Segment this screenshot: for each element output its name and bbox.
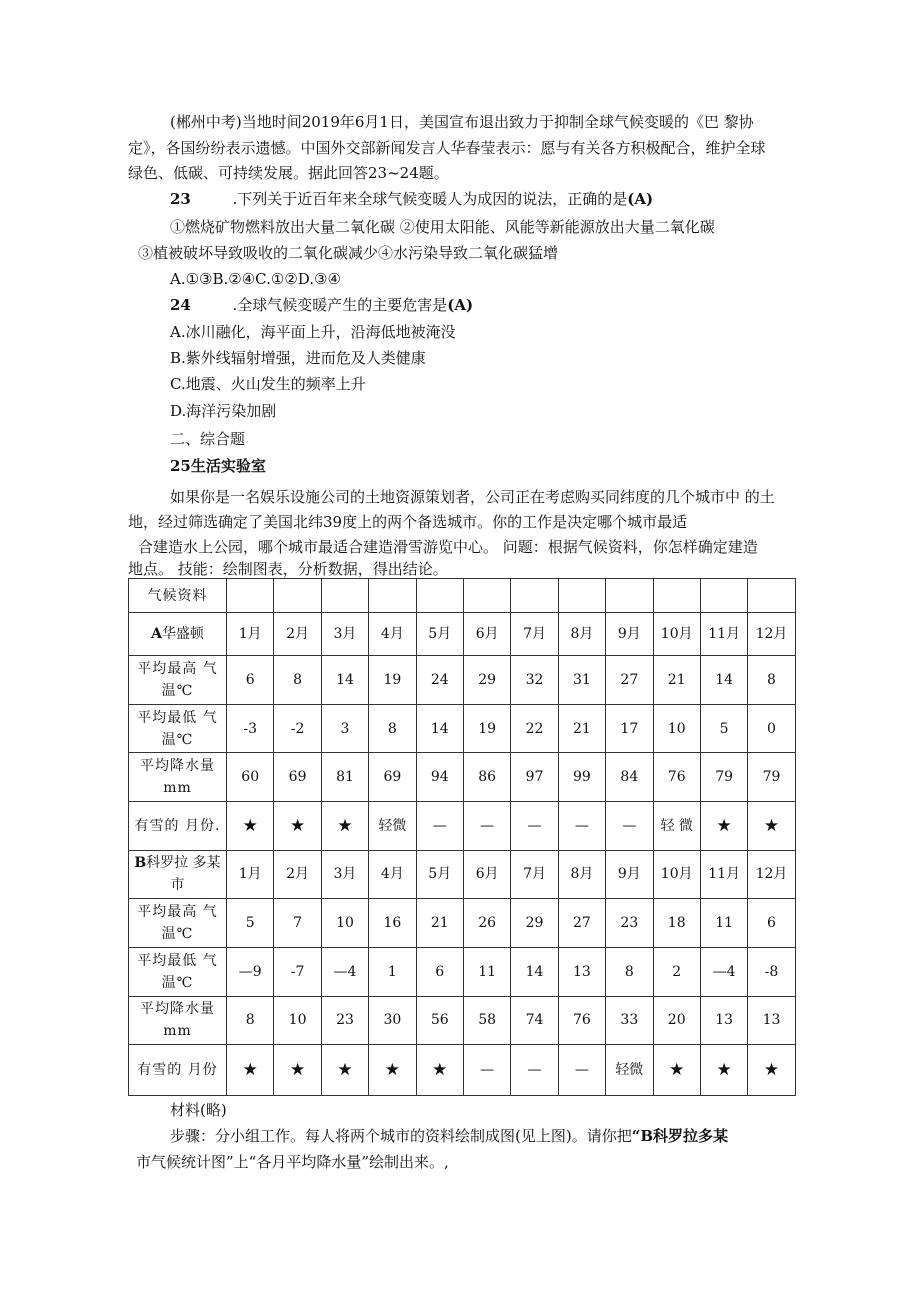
question-24-option-c: C.地震、火山发生的频率上升 xyxy=(170,375,366,393)
data-cell: 1 xyxy=(369,947,416,996)
city-a-max-temp-row xyxy=(129,656,796,705)
month-cell: 11月 xyxy=(700,850,747,899)
data-cell: 18 xyxy=(653,899,700,948)
data-cell: 20 xyxy=(653,996,700,1045)
data-cell: -3 xyxy=(227,704,274,753)
month-cell: 6月 xyxy=(463,850,510,899)
snow-cell: ★ xyxy=(321,1045,368,1096)
data-cell: 19 xyxy=(463,704,510,753)
snow-cell: ★ xyxy=(700,801,747,850)
month-cell: 1月 xyxy=(227,850,274,899)
month-cell: 5月 xyxy=(416,613,463,656)
snow-cell: ★ xyxy=(748,801,795,850)
month-cell: 1月 xyxy=(227,613,274,656)
data-cell: 27 xyxy=(606,656,653,705)
data-cell: 30 xyxy=(369,996,416,1045)
data-cell: 8 xyxy=(369,704,416,753)
snow-cell: ★ xyxy=(748,1045,795,1096)
row-label: 有雪的 月份. xyxy=(129,801,227,850)
data-cell: 29 xyxy=(463,656,510,705)
question-24-answer: (A) xyxy=(447,296,474,314)
snow-cell: 轻微 xyxy=(606,1045,653,1096)
city-b-name: 科罗拉 多某市 xyxy=(146,855,221,894)
city-a-precip-row xyxy=(129,753,796,802)
month-cell: 12月 xyxy=(748,613,795,656)
data-cell: 21 xyxy=(416,899,463,948)
row-label: 平均最低 气温℃ xyxy=(129,704,227,753)
row-label: 有雪的 月份 xyxy=(129,1045,227,1096)
city-a-name-cell xyxy=(129,613,227,656)
data-cell: 26 xyxy=(463,899,510,948)
city-a-name: 华盛顿 xyxy=(161,626,204,643)
snow-cell: ★ xyxy=(227,1045,274,1096)
data-cell: 14 xyxy=(511,947,558,996)
month-cell: 12月 xyxy=(748,850,795,899)
question-23-number: 23 xyxy=(170,190,191,208)
steps-line-1 xyxy=(170,1127,728,1145)
data-cell: 8 xyxy=(606,947,653,996)
data-cell: 33 xyxy=(606,996,653,1045)
data-cell: 13 xyxy=(700,996,747,1045)
data-cell: 31 xyxy=(558,656,605,705)
steps-line-2: 市气候统计图”上“各月平均降水量”绘制出来。, xyxy=(136,1153,449,1171)
data-cell: 97 xyxy=(511,753,558,802)
data-cell: 69 xyxy=(274,753,321,802)
month-cell: 10月 xyxy=(653,850,700,899)
question-24-option-d: D.海洋污染加剧 xyxy=(170,402,277,420)
data-cell: 76 xyxy=(653,753,700,802)
question-24-option-b: B.紫外线辐射增强，进而危及人类健康 xyxy=(170,349,426,367)
snow-cell: ★ xyxy=(416,1045,463,1096)
data-cell: 6 xyxy=(416,947,463,996)
data-cell: 19 xyxy=(369,656,416,705)
data-cell: 5 xyxy=(227,899,274,948)
intro-line-3: 绿色、低碳、可持续发展。据此回答23~24题。 xyxy=(128,164,449,182)
data-cell: 14 xyxy=(416,704,463,753)
snow-cell: ★ xyxy=(369,1045,416,1096)
data-cell: 99 xyxy=(558,753,605,802)
data-cell: 60 xyxy=(227,753,274,802)
data-cell: 76 xyxy=(558,996,605,1045)
steps-city-b: “B科罗拉多某 xyxy=(631,1127,729,1145)
snow-cell: ★ xyxy=(227,801,274,850)
snow-cell: — xyxy=(511,1045,558,1096)
data-cell: 32 xyxy=(511,656,558,705)
month-cell: 3月 xyxy=(321,613,368,656)
snow-cell: — xyxy=(416,801,463,850)
city-b-precip-row xyxy=(129,996,796,1045)
data-cell: 21 xyxy=(558,704,605,753)
city-b-min-temp-row xyxy=(129,947,796,996)
data-cell: 7 xyxy=(274,899,321,948)
data-cell: 94 xyxy=(416,753,463,802)
snow-cell: 轻微 xyxy=(369,801,416,850)
intro-line-1: (郴州中考)当地时间2019年6月1日，美国宣布退出致力于抑制全球气候变暖的《巴 黎协 xyxy=(170,113,754,131)
data-cell: 21 xyxy=(653,656,700,705)
month-cell: 8月 xyxy=(558,850,605,899)
data-cell: 16 xyxy=(369,899,416,948)
city-a-min-temp-row xyxy=(129,704,796,753)
data-cell: —4 xyxy=(321,947,368,996)
snow-cell: 轻 微 xyxy=(653,801,700,850)
data-cell: 8 xyxy=(274,656,321,705)
data-cell: 11 xyxy=(463,947,510,996)
data-cell: 27 xyxy=(558,899,605,948)
question-23-text: .下列关于近百年来全球气候变暖人为成因的说法，正确的是 xyxy=(232,190,628,208)
data-cell: 86 xyxy=(463,753,510,802)
row-label: 平均最高 气温℃ xyxy=(129,899,227,948)
question-24-text: .全球气候变暖产生的主要危害是 xyxy=(232,296,448,314)
intro-line-2: 定》，各国纷纷表示遗憾。中国外交部新闻发言人华春莹表示：愿与有关各方积极配合，维护全球 xyxy=(128,139,766,157)
data-cell: 13 xyxy=(748,996,795,1045)
question-23-choices: A.①③B.②④C.①②D.③④ xyxy=(170,270,341,288)
snow-cell: ★ xyxy=(700,1045,747,1096)
data-cell: 10 xyxy=(653,704,700,753)
month-cell: 4月 xyxy=(369,613,416,656)
data-cell: 79 xyxy=(748,753,795,802)
data-cell: 22 xyxy=(511,704,558,753)
data-cell: 17 xyxy=(606,704,653,753)
city-b-max-temp-row xyxy=(129,899,796,948)
question-23-options-line-1: ①燃烧矿物燃料放出大量二氧化碳 ②使用太阳能、风能等新能源放出大量二氧化碳 xyxy=(170,218,715,236)
data-cell: 79 xyxy=(700,753,747,802)
data-cell: 6 xyxy=(227,656,274,705)
month-cell: 3月 xyxy=(321,850,368,899)
row-label: 平均最低 气温℃ xyxy=(129,947,227,996)
question-23-options-line-2: ③植被破坏导致吸收的二氧化碳减少④水污染导致二氧化碳猛增 xyxy=(138,244,559,262)
material-note: 材料(略) xyxy=(170,1101,227,1119)
data-cell: 69 xyxy=(369,753,416,802)
snow-cell: ★ xyxy=(321,801,368,850)
city-a-letter: A xyxy=(151,626,162,643)
data-cell: 5 xyxy=(700,704,747,753)
steps-text: 步骤：分小组工作。每人将两个城市的资料绘制成图(见上图)。请你把 xyxy=(170,1127,632,1145)
question-25-title: 25生活实验室 xyxy=(170,457,266,475)
question-25-para-2: 地，经过筛选确定了美国北纬39度上的两个备选城市。你的工作是决定哪个城市最适 xyxy=(128,513,688,531)
data-cell: 6 xyxy=(748,899,795,948)
data-cell: 0 xyxy=(748,704,795,753)
month-cell: 9月 xyxy=(606,850,653,899)
city-b-name-cell xyxy=(129,850,227,899)
city-b-snow-row xyxy=(129,1045,796,1096)
row-label: 平均降水量mm xyxy=(129,996,227,1045)
data-cell: 10 xyxy=(274,996,321,1045)
data-cell: -7 xyxy=(274,947,321,996)
data-cell: 2 xyxy=(653,947,700,996)
section-heading: 二、综合题 xyxy=(170,430,246,448)
data-cell: -2 xyxy=(274,704,321,753)
snow-cell: — xyxy=(558,1045,605,1096)
month-cell: 7月 xyxy=(511,613,558,656)
data-cell: 24 xyxy=(416,656,463,705)
row-label: 平均最高 气温℃ xyxy=(129,656,227,705)
data-cell: 56 xyxy=(416,996,463,1045)
climate-table xyxy=(128,578,796,1096)
city-b-months-row xyxy=(129,850,796,899)
month-cell: 2月 xyxy=(274,850,321,899)
city-a-months-row xyxy=(129,613,796,656)
data-cell: -8 xyxy=(748,947,795,996)
data-cell: 13 xyxy=(558,947,605,996)
question-23-answer: (A) xyxy=(627,190,654,208)
data-cell: 8 xyxy=(227,996,274,1045)
month-cell: 6月 xyxy=(463,613,510,656)
month-cell: 9月 xyxy=(606,613,653,656)
question-25-para-3: 合建造水上公园，哪个城市最适合建造滑雪游览中心。 问题：根据气候资料，你怎样确定建造 xyxy=(138,538,758,556)
question-24-stem xyxy=(170,296,473,314)
snow-cell: — xyxy=(463,801,510,850)
month-cell: 2月 xyxy=(274,613,321,656)
month-cell: 4月 xyxy=(369,850,416,899)
data-cell: 23 xyxy=(321,996,368,1045)
city-b-letter: B xyxy=(134,855,147,872)
question-25-para-1: 如果你是一名娱乐设施公司的土地资源策划者，公司正在考虑购买同纬度的几个城市中 的土 xyxy=(170,488,775,506)
table-header-row xyxy=(129,579,796,613)
snow-cell: — xyxy=(606,801,653,850)
data-cell: —4 xyxy=(700,947,747,996)
snow-cell: ★ xyxy=(653,1045,700,1096)
month-cell: 5月 xyxy=(416,850,463,899)
data-cell: 29 xyxy=(511,899,558,948)
data-cell: 74 xyxy=(511,996,558,1045)
data-cell: 11 xyxy=(700,899,747,948)
question-24-option-a: A.冰川融化，海平面上升，沿海低地被淹没 xyxy=(170,323,456,341)
question-23-stem xyxy=(170,190,653,208)
data-cell: 81 xyxy=(321,753,368,802)
data-cell: 8 xyxy=(748,656,795,705)
month-cell: 11月 xyxy=(700,613,747,656)
question-25-para-4: 地点。 技能：绘制图表，分析数据，得出结论。 xyxy=(128,560,448,578)
data-cell: 23 xyxy=(606,899,653,948)
snow-cell: — xyxy=(463,1045,510,1096)
month-cell: 7月 xyxy=(511,850,558,899)
table-header-cell: 气候资料 xyxy=(129,579,227,613)
city-a-snow-row xyxy=(129,801,796,850)
row-label: 平均降水量mm xyxy=(129,753,227,802)
snow-cell: ★ xyxy=(274,1045,321,1096)
snow-cell: — xyxy=(511,801,558,850)
data-cell: 10 xyxy=(321,899,368,948)
data-cell: 84 xyxy=(606,753,653,802)
month-cell: 10月 xyxy=(653,613,700,656)
month-cell: 8月 xyxy=(558,613,605,656)
snow-cell: ★ xyxy=(274,801,321,850)
snow-cell: — xyxy=(558,801,605,850)
data-cell: 14 xyxy=(321,656,368,705)
data-cell: —9 xyxy=(227,947,274,996)
question-24-number: 24 xyxy=(170,296,191,314)
data-cell: 14 xyxy=(700,656,747,705)
data-cell: 58 xyxy=(463,996,510,1045)
data-cell: 3 xyxy=(321,704,368,753)
